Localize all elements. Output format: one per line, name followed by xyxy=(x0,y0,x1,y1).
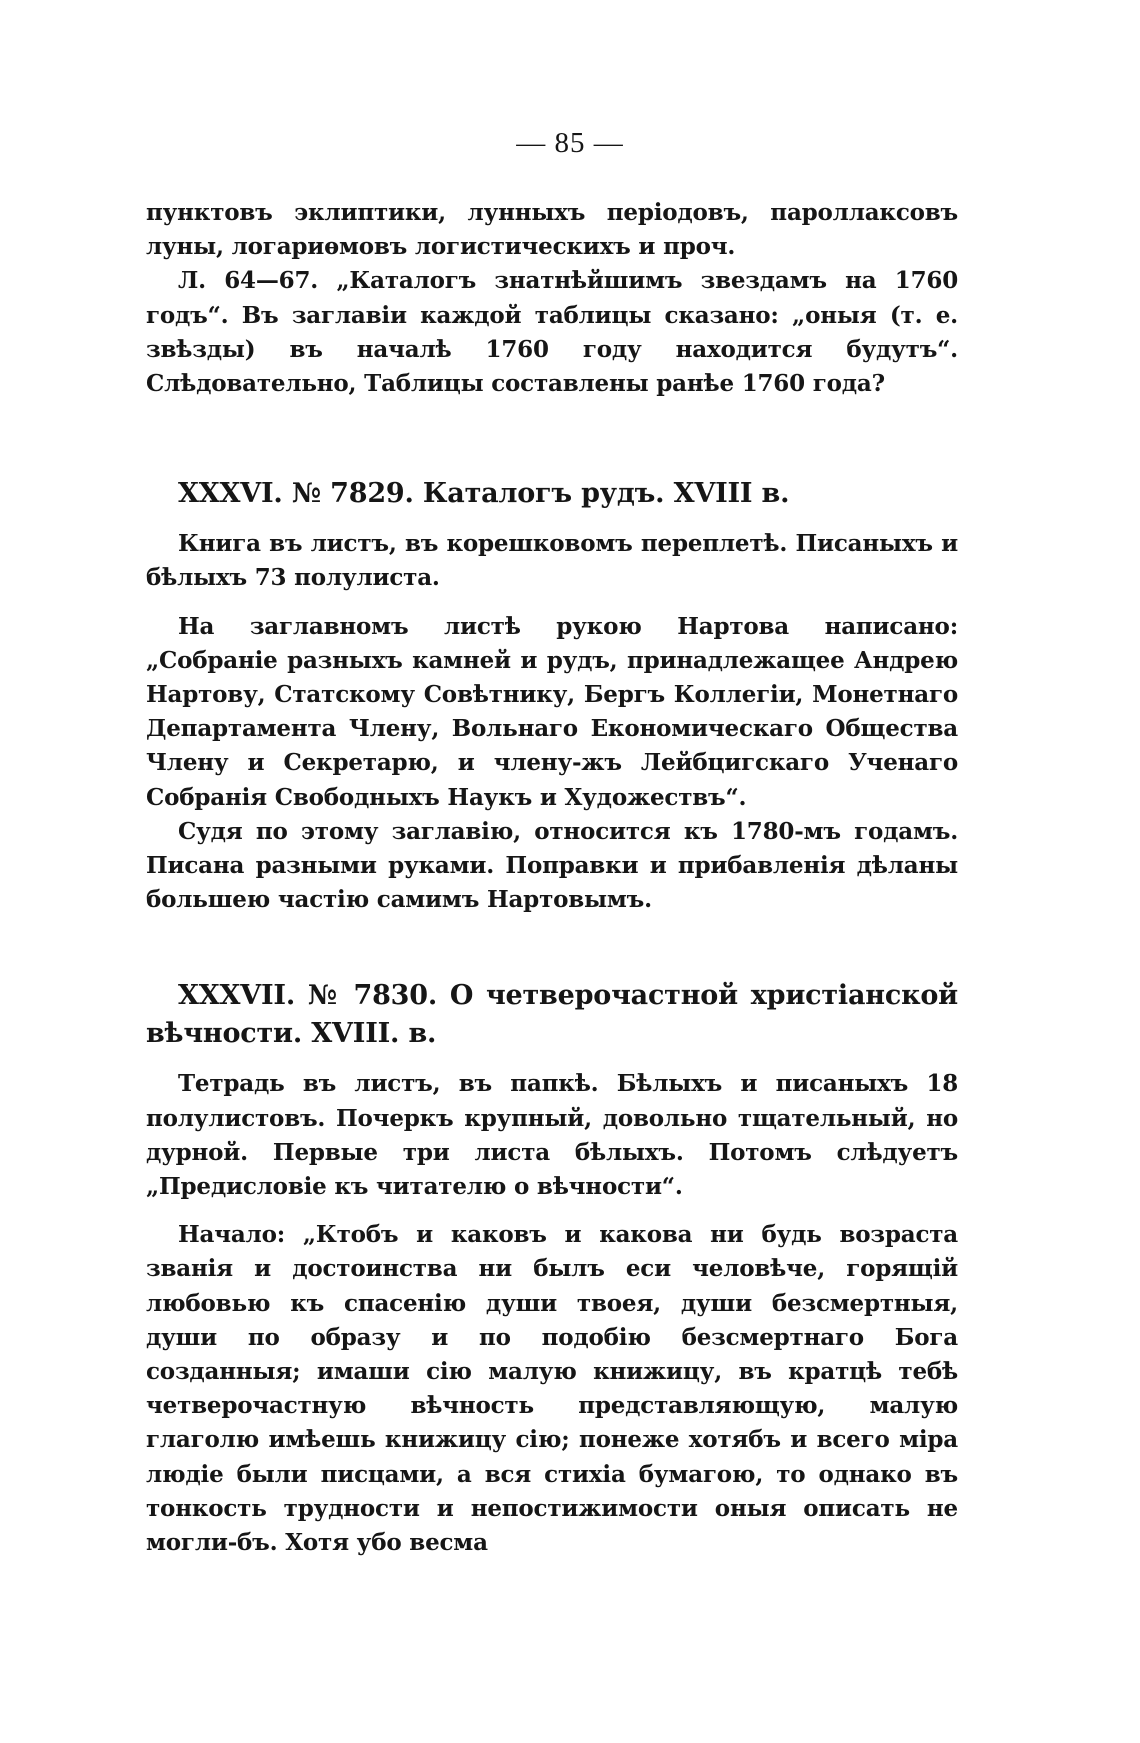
intro-paragraph: Л. 64—67. „Каталогъ знатнѣйшимъ звездамъ на 1760 годъ“. Въ заглавіи каждой таблицы сказано: „оныя (т. е. звѣзды) въ началѣ 1760 году находится будутъ“. Слѣдовательно, Таблицы составлены ранѣе 1760 года? xyxy=(146,267,958,398)
section-heading: XXXVI. № 7829. Каталогъ рудъ. XVIII в. xyxy=(178,478,790,510)
spacer xyxy=(146,596,958,610)
section-paragraph: Тетрадь въ листъ, въ папкѣ. Бѣлыхъ и писаныхъ 18 полулистовъ. Почеркъ крупный, довольно тщательный, но дурной. Первые три листа бѣлыхъ. Потомъ слѣдуетъ „Предисловіе къ читателю о вѣчности“. xyxy=(146,1070,958,1201)
section-xxxvi xyxy=(146,475,958,917)
spacer xyxy=(146,1204,958,1218)
section-heading: XXXVII. № 7830. О четверочастной христіанской вѣчности. XVIII. в. xyxy=(146,980,958,1050)
spacer xyxy=(146,513,958,527)
spacer xyxy=(146,401,958,475)
section-paragraph: Судя по этому заглавію, относится къ 1780-мъ годамъ. Писана разными руками. Поправки и прибавленія дѣланы большею частію самимъ Нартовымъ. xyxy=(146,817,958,914)
section-paragraph: Начало: „Ктобъ и каковъ и какова ни будь возраста званія и достоинства ни былъ еси человѣче, горящій любовью къ спасенію души твоея, души безсмертныя, души по образу и по подобію безсмертнаго Бога созданныя; имаши сію малую книжицу, въ кратцѣ тебѣ четверочастную вѣчность представляющую, малую глаголю имѣешь книжицу сію; понеже хотябъ и всего міра людіе были писцами, а вся стихіа бумагою, то однако въ тонкость трудности и непостижимости оныя описать не могли-бъ. Хотя убо весма xyxy=(146,1221,958,1557)
section-paragraph: Книга въ листъ, въ корешковомъ переплетѣ. Писаныхъ и бѣлыхъ 73 полулиста. xyxy=(146,530,958,592)
text-column xyxy=(146,196,958,1560)
spacer xyxy=(146,917,958,977)
intro-continuation: пунктовъ эклиптики, лунныхъ періодовъ, пароллаксовъ луны, логариѳмовъ логистическихъ и проч. xyxy=(146,199,958,261)
section-paragraph: На заглавномъ листѣ рукою Нартова написано: „Собраніе разныхъ камней и рудъ, принадлежащее Андрею Нартову, Статскому Совѣтнику, Бергъ Коллегіи, Монетнаго Департамента Члену, Вольнаго Економическаго Общества Члену и Секретарю, и члену-жъ Лейбцигскаго Ученаго Собранія Свободныхъ Наукъ и Художествъ“. xyxy=(146,612,958,811)
page-number: — 85 — xyxy=(516,127,624,159)
section-xxxvii xyxy=(146,977,958,1560)
spacer xyxy=(146,1053,958,1067)
